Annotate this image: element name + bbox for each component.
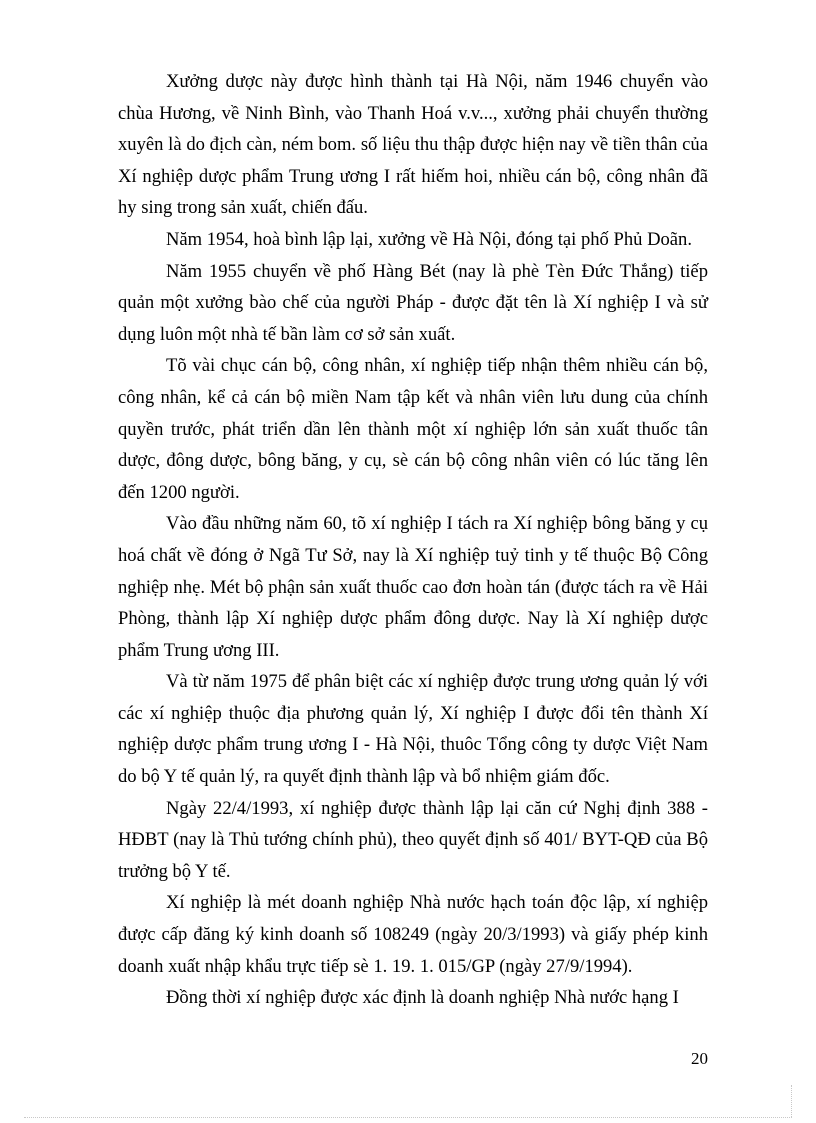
page-number: 20 — [691, 1049, 708, 1068]
paragraph-1: Xưởng dược này được hình thành tại Hà Nội, năm 1946 chuyển vào chùa Hương, về Ninh Bình, vào Thanh Hoá v.v..., xưởng phải chuyển thường xuyên là do địch càn, ném bom. số liệu thu thập được hiện nay về tiền thân của Xí nghiệp dược phẩm Trung ương I rất hiếm hoi, nhiều cán bộ, công nhân đã hy sing trong sản xuất, chiến đấu. — [118, 71, 708, 219]
paragraph-7: Ngày 22/4/1993, xí nghiệp được thành lập lại căn cứ Nghị định 388 - HĐBT (nay là Thủ tướng chính phủ), theo quyết định số 401/ BYT-QĐ của Bộ trưởng bộ Y tế. — [118, 797, 708, 882]
paragraph-6: Và từ năm 1975 để phân biệt các xí nghiệp được trung ương quản lý với các xí nghiệp thuộc địa phương quản lý, Xí nghiệp I được đổi tên thành Xí nghiệp dược phẩm trung ương I - Hà Nội, thuôc Tổng công ty dược Việt Nam do bộ Y tế quản lý, ra quyết định thành lập và bổ nhiệm giám đốc. — [118, 671, 708, 788]
page-bottom-border — [24, 1117, 792, 1118]
page-right-border — [791, 1085, 792, 1117]
paragraph-8: Xí nghiệp là mét doanh nghiệp Nhà nước hạch toán độc lập, xí nghiệp được cấp đăng ký kinh doanh số 108249 (ngày 20/3/1993) và giấy phép kinh doanh xuất nhập khẩu trực tiếp sè 1. 19. 1. 015/GP (ngày 27/9/1994). — [118, 892, 708, 977]
document-body — [118, 66, 708, 1014]
paragraph-3: Năm 1955 chuyển về phố Hàng Bét (nay là phè Tèn Đức Thắng) tiếp quản một xưởng bào chế của người Pháp - được đặt tên là Xí nghiệp I và sử dụng luôn một nhà tế bần làm cơ sở sản xuất. — [118, 260, 708, 345]
paragraph-9: Đồng thời xí nghiệp được xác định là doanh nghiệp Nhà nước hạng I — [166, 987, 679, 1009]
paragraph-4: Tõ vài chục cán bộ, công nhân, xí nghiệp tiếp nhận thêm nhiều cán bộ, công nhân, kể cả cán bộ miền Nam tập kết và nhân viên lưu dung của chính quyền trước, phát triển dần lên thành một xí nghiệp lớn sản xuất thuốc tân dược, đông dược, bông băng, y cụ, sè cán bộ công nhân viên có lúc tăng lên đến 1200 người. — [118, 355, 708, 503]
paragraph-2: Năm 1954, hoà bình lập lại, xưởng về Hà Nội, đóng tại phố Phủ Doãn. — [166, 228, 692, 250]
paragraph-5: Vào đầu những năm 60, tõ xí nghiệp I tách ra Xí nghiệp bông băng y cụ hoá chất về đóng ở Ngã Tư Sở, nay là Xí nghiệp tuỷ tinh y tế thuộc Bộ Công nghiệp nhẹ. Mét bộ phận sản xuất thuốc cao đơn hoàn tán (được tách ra về Hải Phòng, thành lập Xí nghiệp dược phẩm đông dược. Nay là Xí nghiệp dược phẩm Trung ương III. — [118, 513, 708, 661]
